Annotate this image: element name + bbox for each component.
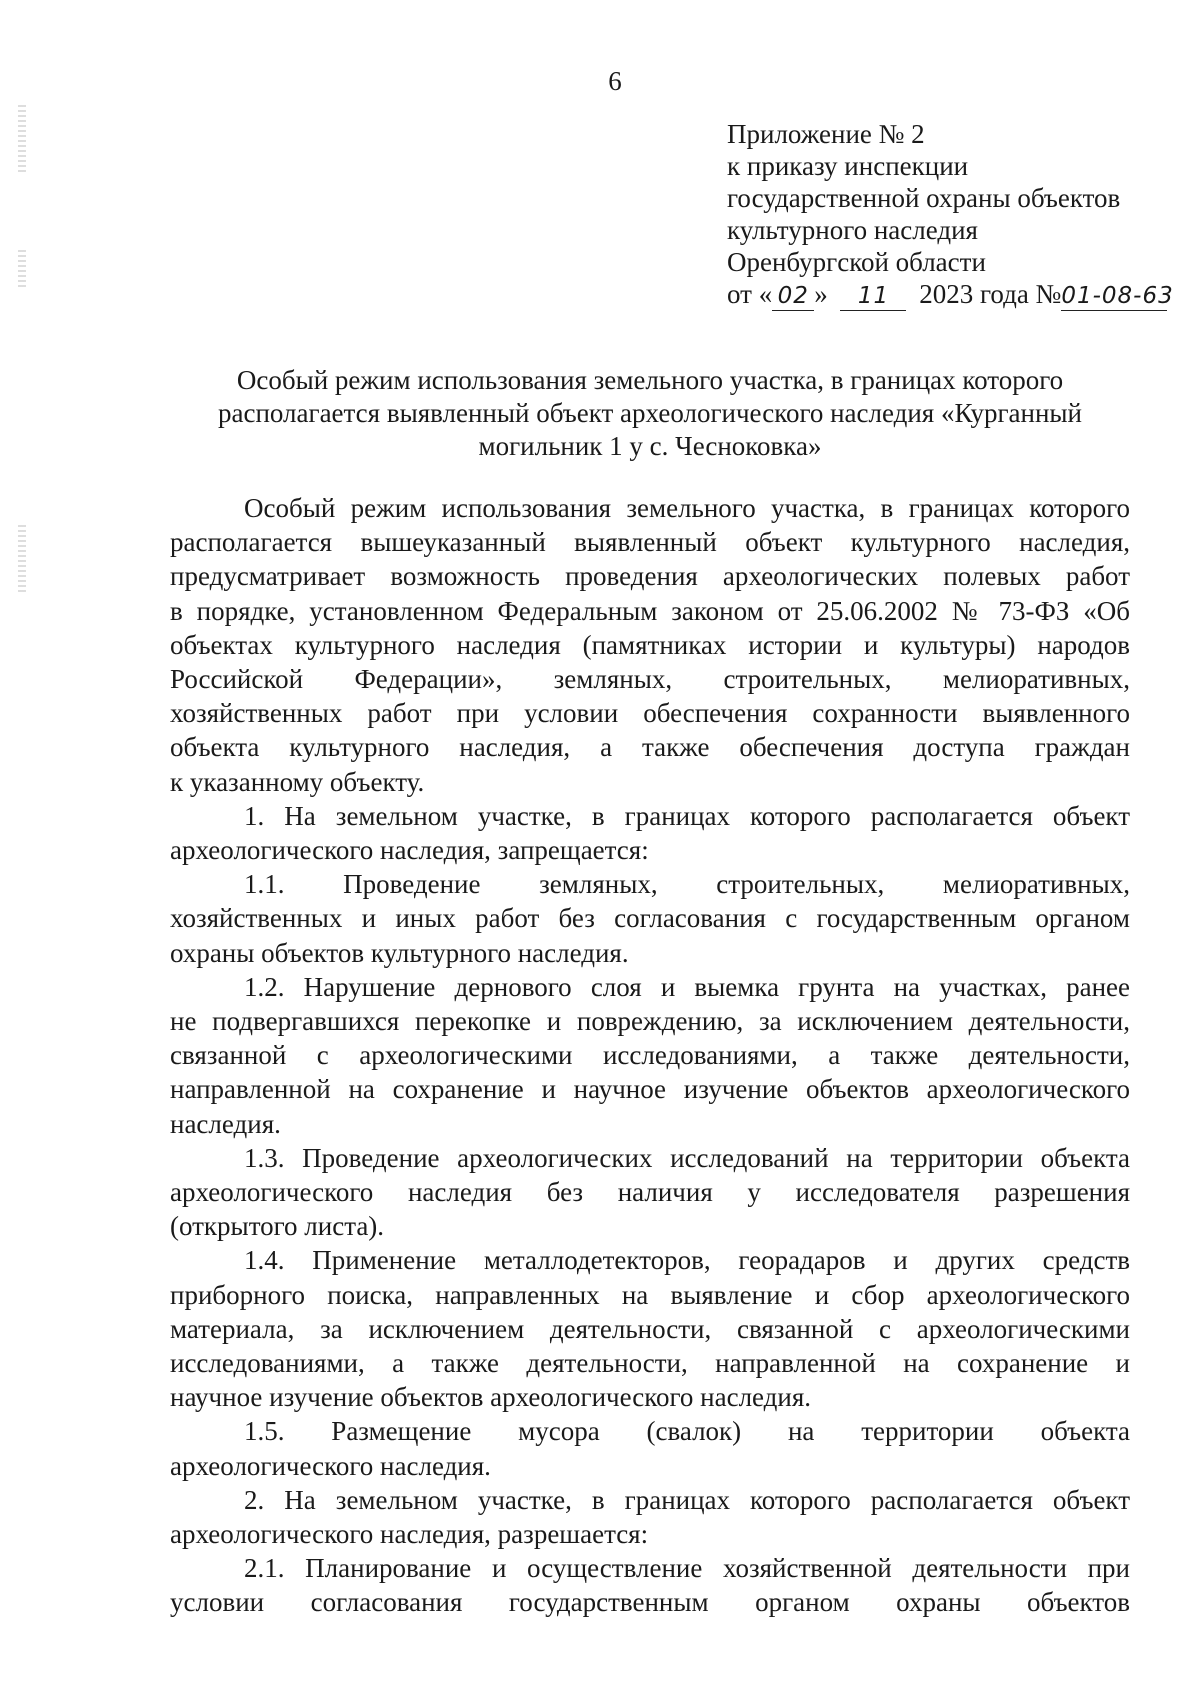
body-line: 1.4. Применение металлодетекторов, георадаров и других средств <box>244 1245 1130 1276</box>
body-line: 1.3. Проведение археологических исследований на территории объекта <box>244 1142 1130 1173</box>
title-line: располагается выявленный объект археологического наследия «Курганный <box>217 398 1082 428</box>
body-line: материала, за исключением деятельности, связанной с археологическими <box>170 1313 1130 1344</box>
appendix-title: Приложение № 2 <box>727 119 925 149</box>
body-line: 2. На земельном участке, в границах которого располагается объект <box>244 1484 1130 1515</box>
handwritten-month: 11 <box>840 282 906 311</box>
body-line: научное изучение объектов археологического наследия. <box>170 1382 812 1413</box>
body-line: условии согласования государственным органом охраны объектов <box>170 1587 1130 1618</box>
body-line: направленной на сохранение и научное изучение объектов археологического <box>170 1074 1130 1105</box>
title-line: могильник 1 у с. Чесноковка» <box>478 431 822 461</box>
body-line: предусматривает возможность проведения археологических полевых работ <box>170 561 1130 592</box>
scan-artifact <box>18 525 26 595</box>
appendix-line: государственной охраны объектов <box>727 183 1121 213</box>
body-line: объекта культурного наследия, а также обеспечения доступа граждан <box>170 732 1130 763</box>
appendix-line: культурного наследия <box>727 215 978 245</box>
body-line: Особый режим использования земельного участка, в границах которого <box>244 493 1130 523</box>
title-line: Особый режим использования земельного участка, в границах которого <box>236 365 1064 395</box>
body-line: связанной с археологическими исследованиями, а также деятельности, <box>170 1040 1130 1071</box>
body-line: объектах культурного наследия (памятниках истории и культуры) народов <box>170 629 1130 660</box>
body-line: 1.5. Размещение мусора (свалок) на территории объекта <box>244 1416 1130 1447</box>
body-line: 1.2. Нарушение дернового слоя и выемка грунта на участках, ранее <box>244 971 1130 1002</box>
appendix-line: Оренбургской области <box>727 247 986 277</box>
scan-artifact <box>18 250 26 290</box>
appendix-header <box>727 118 1174 310</box>
body-line: (открытого листа). <box>170 1211 385 1242</box>
body-line: приборного поиска, направленных на выявление и сбор археологического <box>170 1279 1130 1310</box>
scan-artifact <box>18 105 26 175</box>
body-line: хозяйственных работ при условии обеспечения сохранности выявленного <box>170 698 1130 729</box>
body-line: 2.1. Планирование и осуществление хозяйственной деятельности при <box>244 1553 1130 1584</box>
handwritten-day: 02 <box>772 282 814 311</box>
handwritten-order-number: 01-08-63 <box>1061 283 1174 309</box>
body-line: Российской Федерации», земляных, строительных, мелиоративных, <box>170 664 1130 694</box>
body-line: в порядке, установленном Федеральным законом от 25.06.2002 № 73-ФЗ «Об <box>170 595 1130 626</box>
body-line: археологического наследия, запрещается: <box>170 835 649 865</box>
document-title <box>170 364 1130 463</box>
body-line: располагается вышеуказанный выявленный объект культурного наследия, <box>170 527 1130 558</box>
body-line: исследованиями, а также деятельности, направленной на сохранение и <box>170 1348 1130 1378</box>
body-line: 1.1. Проведение земляных, строительных, мелиоративных, <box>244 869 1130 900</box>
body-line: археологического наследия. <box>170 1450 491 1481</box>
page-number: 6 <box>608 66 622 96</box>
body-line: не подвергавшихся перекопке и повреждению, за исключением деятельности, <box>170 1006 1130 1036</box>
body-line: наследия. <box>170 1108 281 1139</box>
body-line: 1. На земельном участке, в границах которого располагается объект <box>244 800 1130 831</box>
body-line: археологического наследия, разрешается: <box>170 1519 649 1549</box>
body-line: охраны объектов культурного наследия. <box>170 937 629 968</box>
body-line: к указанному объекту. <box>170 766 425 797</box>
body-line: хозяйственных и иных работ без согласования с государственным органом <box>170 903 1130 934</box>
appendix-line: к приказу инспекции <box>727 151 969 181</box>
order-date-line: от « 02 » 11 2023 года №01-08-63 <box>727 279 1174 309</box>
body-line: археологического наследия без наличия у исследователя разрешения <box>170 1177 1130 1207</box>
